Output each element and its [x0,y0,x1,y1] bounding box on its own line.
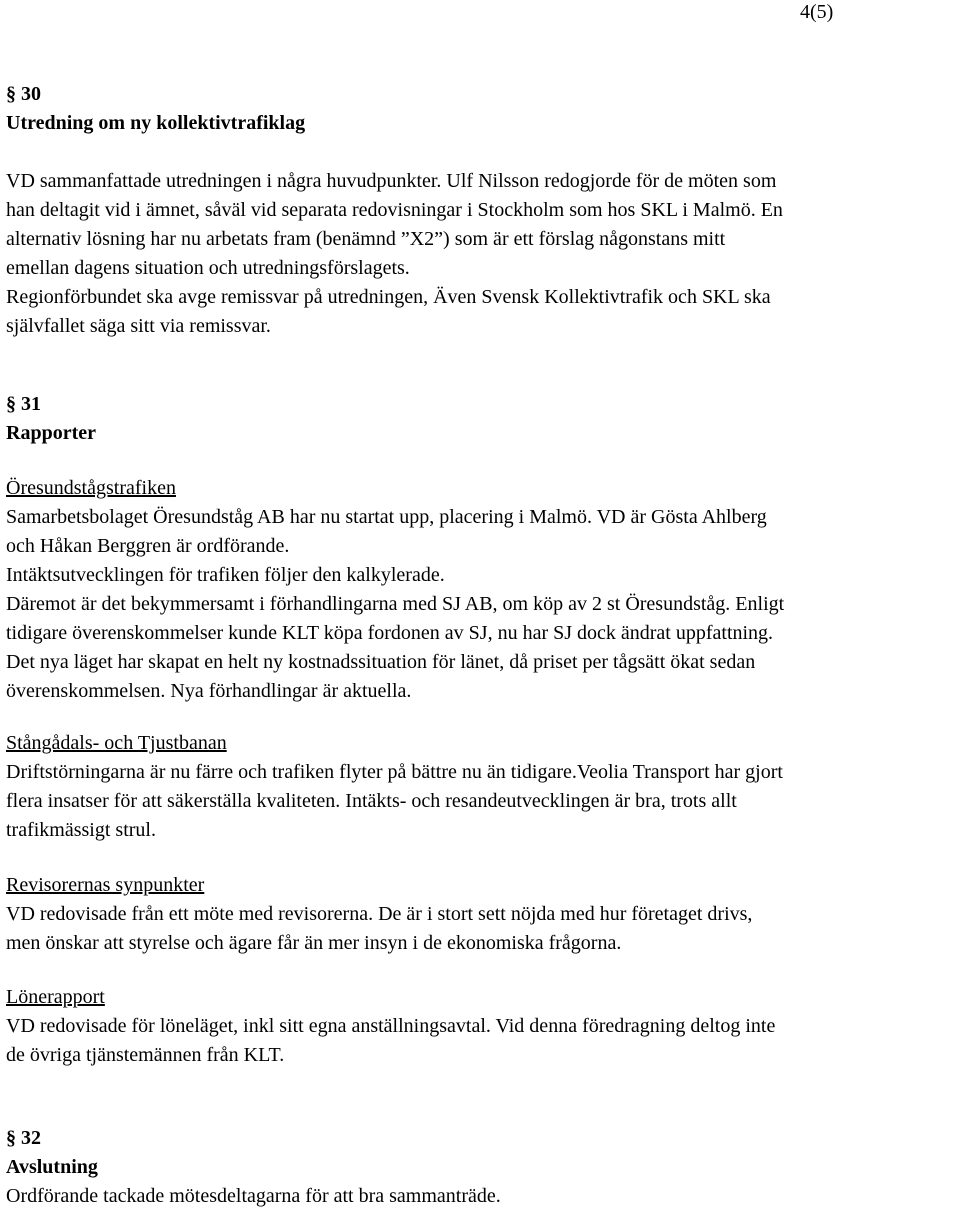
subsection-text-line: tidigare överenskommelser kunde KLT köpa fordonen av SJ, nu har SJ dock ändrat uppfattning. [6,622,774,644]
subsection-text-line: flera insatser för att säkerställa kvaliteten. Intäkts- och resandeutvecklingen är bra, trots allt [6,790,737,812]
section-30-text-line: Regionförbundet ska avge remissvar på utredningen, Även Svensk Kollektivtrafik och SKL ska [6,286,771,308]
subsection-text-line: Driftstörningarna är nu färre och trafiken flyter på bättre nu än tidigare.Veolia Transport har gjort [6,761,783,783]
subsection-revisorer [6,871,956,958]
subsection-text-line: men önskar att styrelse och ägare får än mer insyn i de ekonomiska frågorna. [6,932,622,954]
section-30-text-line: han deltagit vid i ämnet, såväl vid separata redovisningar i Stockholm som hos SKL i Malmö. En [6,199,783,221]
subsection-text-line: de övriga tjänstemännen från KLT. [6,1044,285,1066]
page-number: 4(5) [800,1,834,23]
section-30-text-line: VD sammanfattade utredningen i några huvudpunkter. Ulf Nilsson redogjorde för de möten som [6,170,777,192]
subsection-heading: Lönerapport [6,986,105,1008]
subsection-text-line: överenskommelsen. Nya förhandlingar är aktuella. [6,680,412,702]
subsection-heading: Stångådals- och Tjustbanan [6,732,227,754]
subsection-text-line: Däremot är det bekymmersamt i förhandlingarna med SJ AB, om köp av 2 st Öresundståg. Enligt [6,593,785,615]
subsection-text-line: VD redovisade för löneläget, inkl sitt egna anställningsavtal. Vid denna föredragning deltog inte [6,1015,776,1037]
subsection-lonerapport [6,983,956,1070]
subsection-text-line: Samarbetsbolaget Öresundståg AB har nu startat upp, placering i Malmö. VD är Gösta Ahlberg [6,506,767,528]
subsection-text-line: trafikmässigt strul. [6,819,156,841]
section-30-text-line: självfallet säga sitt via remissvar. [6,315,271,337]
subsection-text-line: VD redovisade från ett möte med revisorerna. De är i stort sett nöjda med hur företaget drivs, [6,903,753,925]
subsection-heading: Revisorernas synpunkter [6,874,205,896]
section-31-title: Rapporter [6,422,96,444]
section-31-number: § 31 [6,393,41,415]
subsection-oresundstag [6,474,956,706]
subsection-text-line: Intäktsutvecklingen för trafiken följer den kalkylerade. [6,564,445,586]
section-30-title: Utredning om ny kollektivtrafiklag [6,112,306,134]
section-32 [6,1124,956,1211]
section-32-title: Avslutning [6,1156,98,1178]
subsection-stangadal [6,729,956,845]
section-30 [6,80,956,341]
section-32-text-line: Ordförande tackade mötesdeltagarna för att bra sammanträde. [6,1185,501,1207]
section-30-number: § 30 [6,83,41,105]
section-30-text-line: alternativ lösning har nu arbetats fram (benämnd ”X2”) som är ett förslag någonstans mitt [6,228,726,250]
subsection-heading: Öresundstågstrafiken [6,477,176,499]
subsection-text-line: och Håkan Berggren är ordförande. [6,535,290,557]
section-31 [6,390,956,448]
subsection-text-line: Det nya läget har skapat en helt ny kostnadssituation för länet, då priset per tågsätt ökat sedan [6,651,756,673]
section-32-number: § 32 [6,1127,41,1149]
section-30-text-line: emellan dagens situation och utredningsförslagets. [6,257,410,279]
